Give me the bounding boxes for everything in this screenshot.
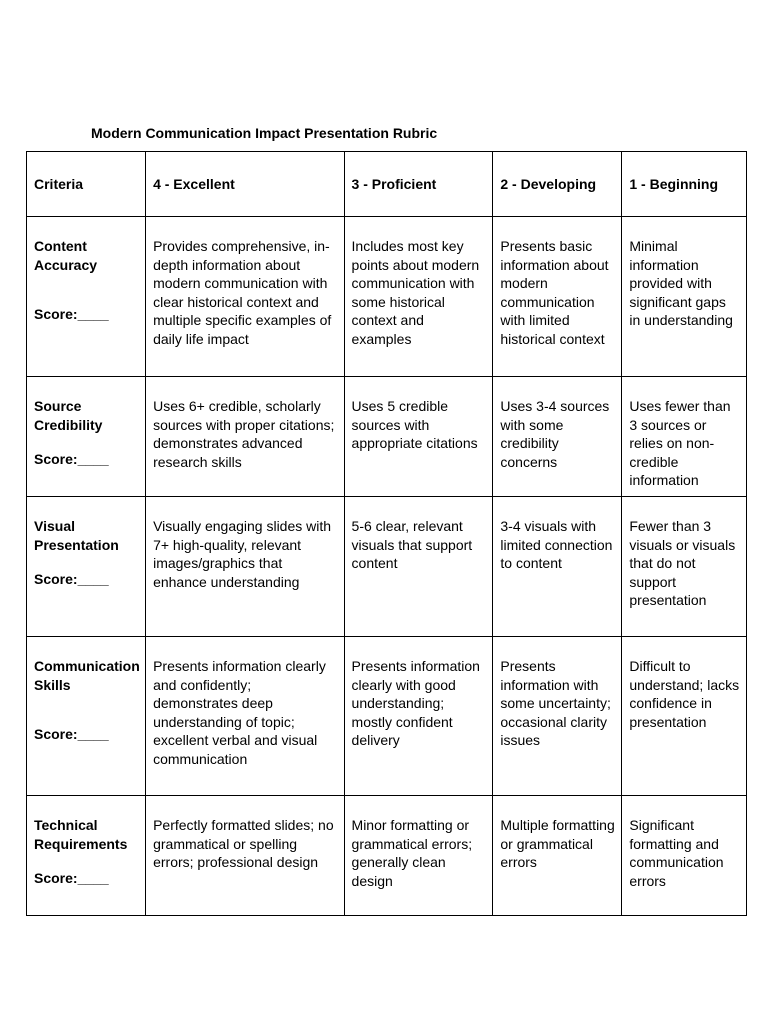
level-excellent-cell: Provides comprehensive, in-depth information about modern communication with clear historical context and multiple specific examples of daily life impact (146, 217, 344, 377)
rubric-row-content-accuracy (27, 217, 747, 377)
column-header-developing: 2 - Developing (493, 152, 622, 217)
level-excellent-cell: Visually engaging slides with 7+ high-quality, relevant images/graphics that enhance understanding (146, 497, 344, 637)
rubric-row-technical-requirements (27, 796, 747, 916)
level-proficient-cell: 5-6 clear, relevant visuals that support content (344, 497, 493, 637)
level-developing-cell: Presents information with some uncertainty; occasional clarity issues (493, 637, 622, 796)
level-beginning-cell: Difficult to understand; lacks confidence in presentation (622, 637, 747, 796)
header-row (27, 152, 747, 217)
column-header-criteria: Criteria (27, 152, 146, 217)
level-developing-cell: 3-4 visuals with limited connection to content (493, 497, 622, 637)
score-blank: Score:____ (34, 726, 109, 743)
score-blank: Score:____ (34, 870, 109, 887)
level-proficient-cell: Uses 5 credible sources with appropriate citations (344, 377, 493, 497)
criterion-cell (27, 637, 146, 796)
level-beginning-cell: Significant formatting and communication errors (622, 796, 747, 916)
level-beginning-cell: Uses fewer than 3 sources or relies on non-credible information (622, 377, 747, 497)
level-developing-cell: Multiple formatting or grammatical errors (493, 796, 622, 916)
rubric-table (26, 151, 747, 916)
level-excellent-cell: Presents information clearly and confidently; demonstrates deep understanding of topic; excellent verbal and visual communication (146, 637, 344, 796)
level-beginning-cell: Fewer than 3 visuals or visuals that do not support presentation (622, 497, 747, 637)
column-header-beginning: 1 - Beginning (622, 152, 747, 217)
criterion-name: Content Accuracy (34, 238, 98, 273)
level-proficient-cell: Presents information clearly with good understanding; mostly confident delivery (344, 637, 493, 796)
criterion-name: Visual Presentation (34, 518, 119, 553)
criterion-name: Source Credibility (34, 398, 103, 433)
level-developing-cell: Presents basic information about modern communication with limited historical context (493, 217, 622, 377)
level-proficient-cell: Minor formatting or grammatical errors; generally clean design (344, 796, 493, 916)
criterion-cell (27, 217, 146, 377)
level-proficient-cell: Includes most key points about modern communication with some historical context and examples (344, 217, 493, 377)
rubric-row-source-credibility (27, 377, 747, 497)
level-developing-cell: Uses 3-4 sources with some credibility concerns (493, 377, 622, 497)
score-blank: Score:____ (34, 306, 109, 323)
criterion-name: Technical Requirements (34, 817, 128, 852)
criterion-cell (27, 377, 146, 497)
criterion-name: Communication Skills (34, 658, 140, 693)
criterion-cell (27, 796, 146, 916)
document-title: Modern Communication Impact Presentation Rubric (91, 125, 438, 141)
level-excellent-cell: Uses 6+ credible, scholarly sources with proper citations; demonstrates advanced research skills (146, 377, 344, 497)
column-header-proficient: 3 - Proficient (344, 152, 493, 217)
rubric-row-visual-presentation (27, 497, 747, 637)
score-blank: Score:____ (34, 451, 109, 468)
criterion-cell (27, 497, 146, 637)
level-excellent-cell: Perfectly formatted slides; no grammatical or spelling errors; professional design (146, 796, 344, 916)
score-blank: Score:____ (34, 571, 109, 588)
column-header-excellent: 4 - Excellent (146, 152, 344, 217)
rubric-row-communication-skills (27, 637, 747, 796)
level-beginning-cell: Minimal information provided with significant gaps in understanding (622, 217, 747, 377)
